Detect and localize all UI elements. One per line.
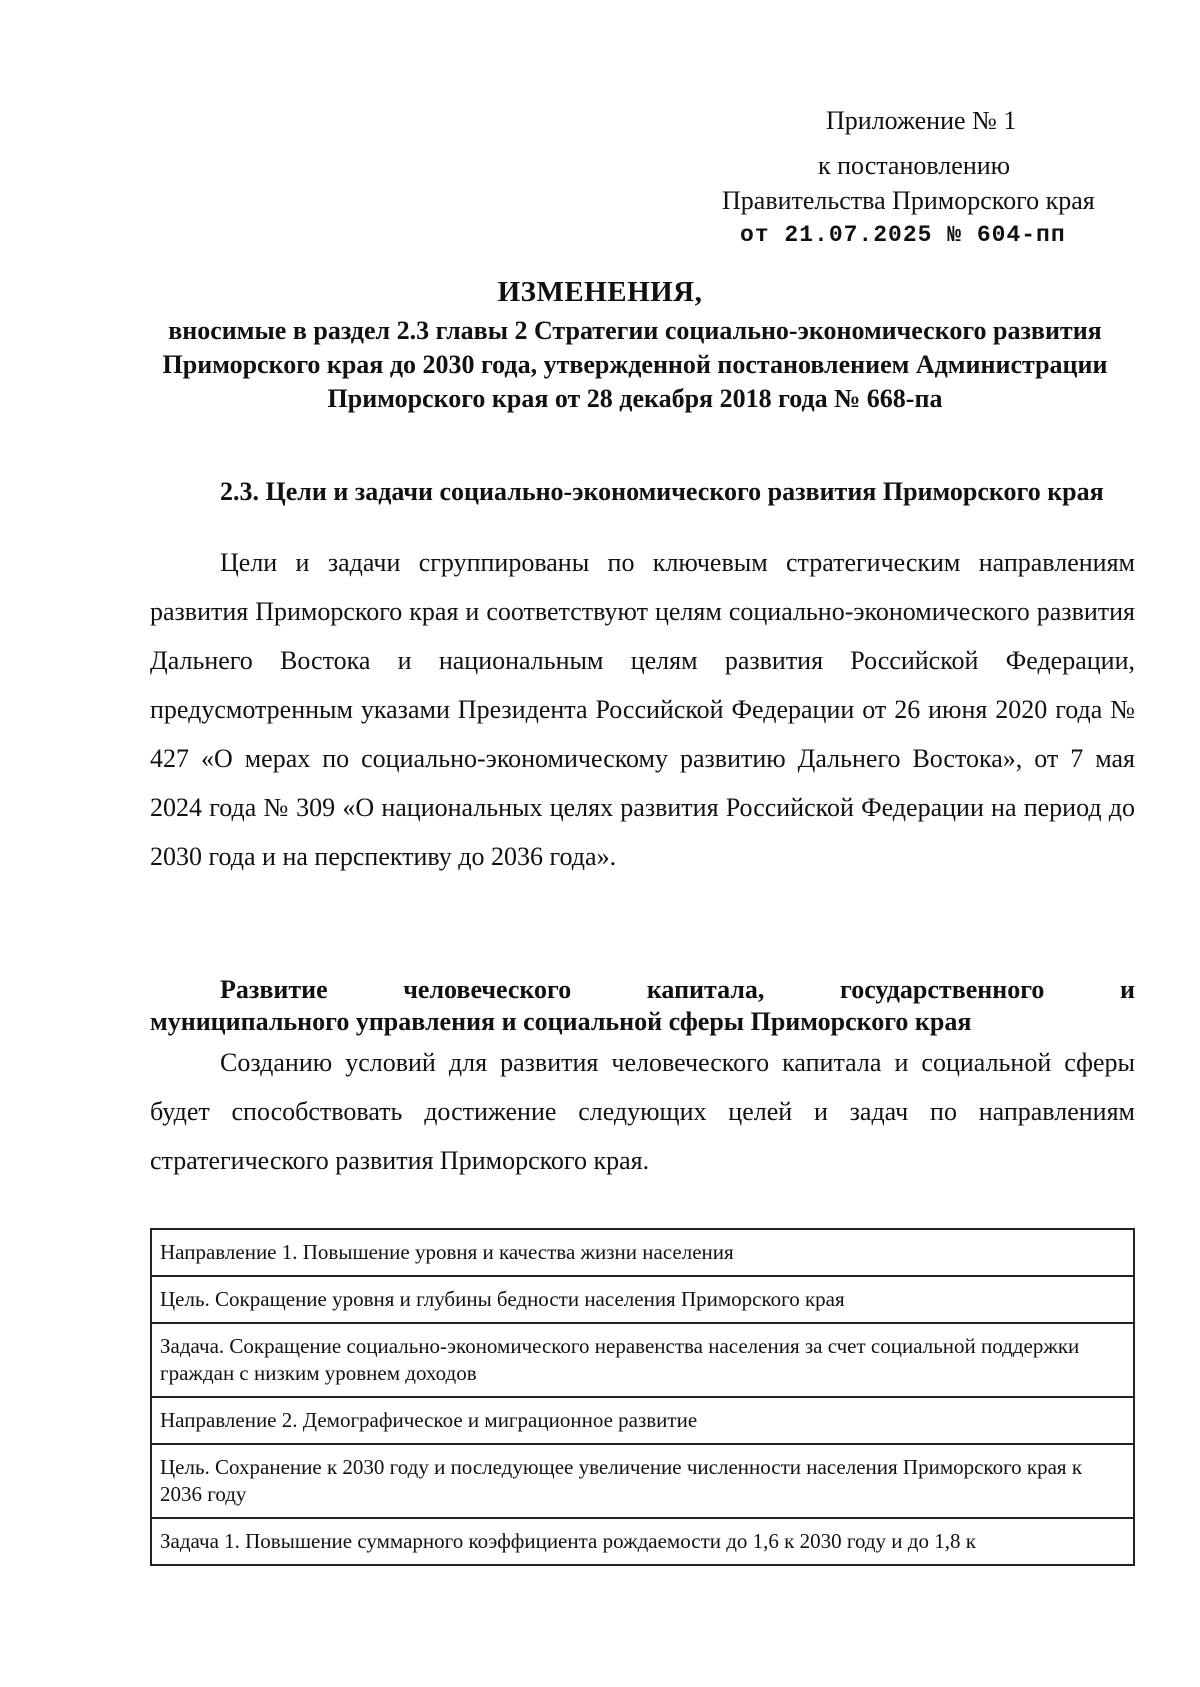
registration-stamp: от 21.07.2025 № 604-пп bbox=[740, 222, 1066, 248]
table-cell: Задача 1. Повышение суммарного коэффициента рождаемости до 1,6 к 2030 году и до 1,8 к bbox=[151, 1518, 1134, 1565]
table-row bbox=[151, 1397, 1134, 1444]
table-cell: Задача. Сокращение социально-экономического неравенства населения за счет социальной поддержки граждан с низким уровнем доходов bbox=[151, 1323, 1134, 1397]
subsection-heading-line1: Развитие человеческого капитала, государственного и bbox=[220, 975, 1135, 1004]
subsection-paragraph: Созданию условий для развития человеческого капитала и социальной сферы будет способствовать достижение следующих целей и задач по направлениям стратегического развития Приморского края. bbox=[150, 1048, 1135, 1175]
subsection-heading-line2: муниципального управления и социальной сферы Приморского края bbox=[150, 1007, 972, 1036]
document-title: ИЗМЕНЕНИЯ, bbox=[497, 276, 703, 308]
section-heading: 2.3. Цели и задачи социально-экономического развития Приморского края bbox=[220, 477, 1104, 506]
document-subtitle: вносимые в раздел 2.3 главы 2 Стратегии социально-экономического развития Приморского края до 2030 года, утвержденной постановлением Администрации Приморского края от 28 декабря 2018 года № 668-па bbox=[162, 316, 1108, 413]
table-row bbox=[151, 1444, 1134, 1518]
table-cell: Цель. Сохранение к 2030 году и последующее увеличение численности населения Приморского края к 2036 году bbox=[151, 1444, 1134, 1518]
goals-table bbox=[150, 1228, 1135, 1566]
table-cell: Цель. Сокращение уровня и глубины бедности населения Приморского края bbox=[151, 1276, 1134, 1323]
table-cell: Направление 1. Повышение уровня и качества жизни населения bbox=[151, 1229, 1134, 1276]
table-row bbox=[151, 1518, 1134, 1565]
table-row bbox=[151, 1323, 1134, 1397]
intro-paragraph: Цели и задачи сгруппированы по ключевым стратегическим направлениям развития Приморского края и соответствуют целям социально-экономического развития Дальнего Востока и национальным целям развития Российской Федерации, предусмотренным указами Президента Российской Федерации от 26 июня 2020 года № 427 «О мерах по социально-экономическому развитию Дальнего Востока», от 7 мая 2024 года № 309 «О национальных целях развития Российской Федерации на период до 2030 года и на перспективу до 2036 года». bbox=[150, 548, 1135, 871]
appendix-reference-line2: Правительства Приморского края bbox=[722, 186, 1095, 215]
appendix-reference-line1: к постановлению bbox=[818, 151, 1011, 180]
appendix-title: Приложение № 1 bbox=[826, 106, 1017, 135]
table-cell: Направление 2. Демографическое и миграционное развитие bbox=[151, 1397, 1134, 1444]
table-row bbox=[151, 1229, 1134, 1276]
table-row bbox=[151, 1276, 1134, 1323]
